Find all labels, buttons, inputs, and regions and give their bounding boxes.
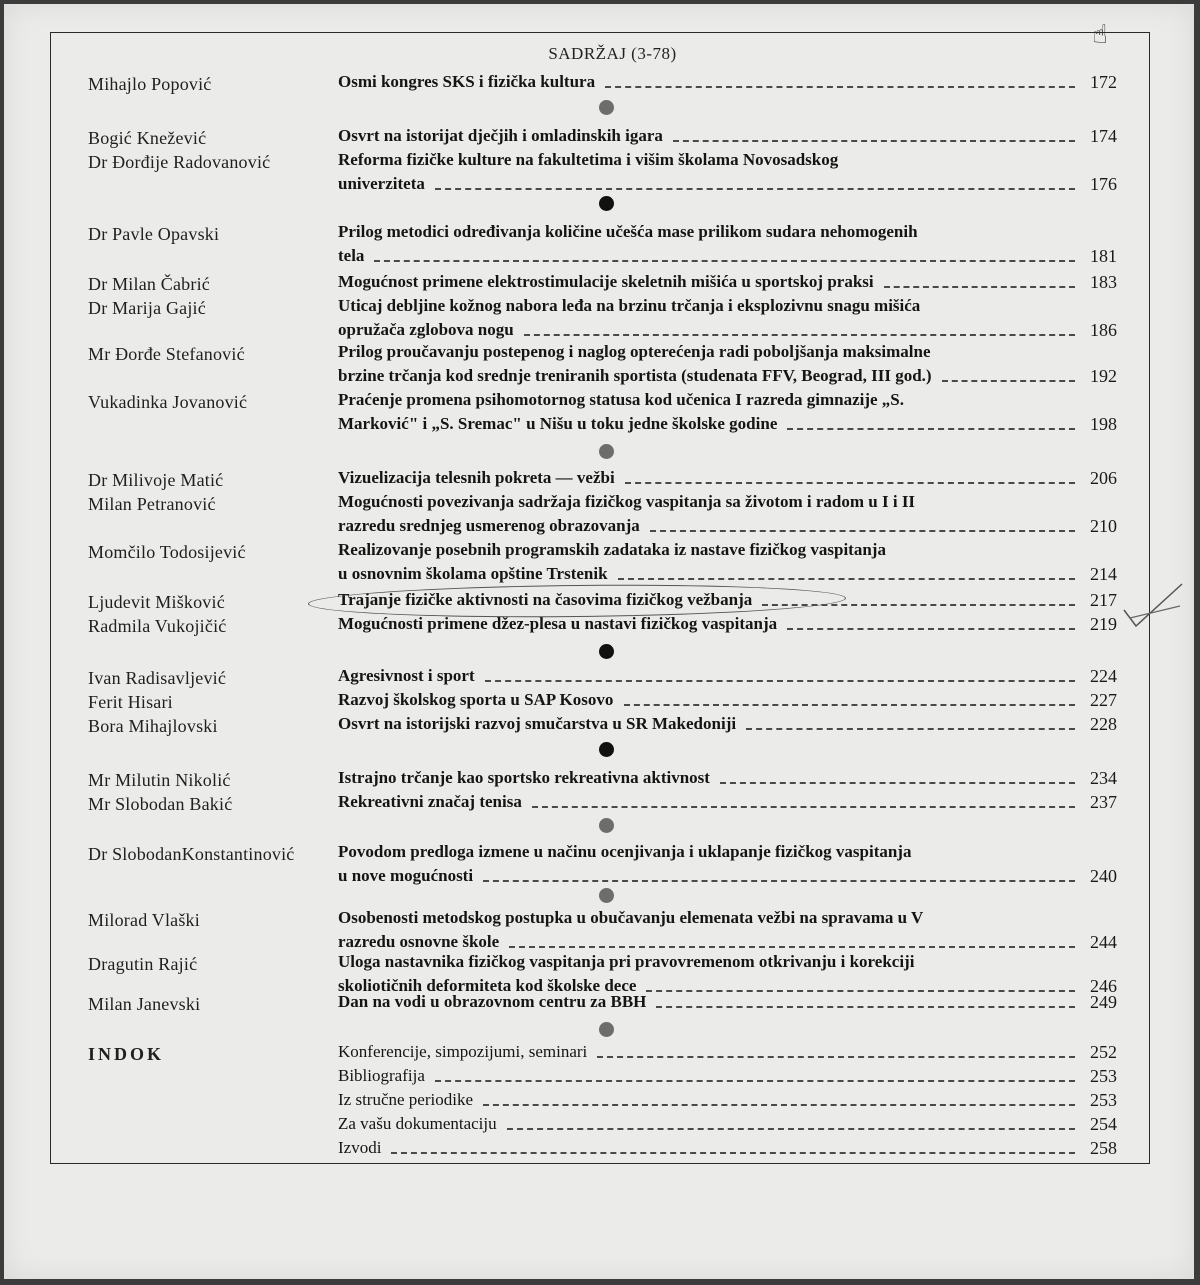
- entry-author: Vukadinka Jovanović: [88, 392, 248, 412]
- entry-page-number: 234: [1090, 768, 1117, 788]
- leader-dashes: [720, 782, 1075, 785]
- entry-author: Ljudevit Mišković: [88, 592, 225, 612]
- entry-title[interactable]: Marković" i „S. Sremac" u Nišu u toku jedne školske godine: [338, 414, 778, 433]
- section-separator-dot: [599, 644, 614, 659]
- entry-title[interactable]: Dan na vodi u obrazovnom centru za BBH: [338, 992, 647, 1011]
- indok-item-page: 253: [1090, 1066, 1117, 1086]
- entry-title[interactable]: u osnovnim školama opštine Trstenik: [338, 564, 608, 583]
- entry-title[interactable]: Rekreativni značaj tenisa: [338, 792, 522, 811]
- section-separator-dot: [599, 1022, 614, 1037]
- entry-page-number: 181: [1090, 246, 1117, 266]
- leader-dashes: [597, 1056, 1075, 1059]
- entry-title[interactable]: Uticaj debljine kožnog nabora leđa na brzinu trčanja i eksplozivnu snagu mišića: [338, 296, 921, 315]
- entry-author: Dr SlobodanKonstantinović: [88, 844, 295, 864]
- leader-dashes: [656, 1006, 1075, 1009]
- entry-author: Mihajlo Popović: [88, 74, 212, 94]
- entry-page-number: 186: [1090, 320, 1117, 340]
- entry-page-number: 210: [1090, 516, 1117, 536]
- leader-dashes: [483, 1104, 1075, 1107]
- leader-dashes: [374, 260, 1075, 263]
- entry-author: Mr Milutin Nikolić: [88, 770, 231, 790]
- entry-title[interactable]: razredu srednjeg usmerenog obrazovanja: [338, 516, 640, 535]
- entry-page-number: 228: [1090, 714, 1117, 734]
- entry-title[interactable]: Povodom predloga izmene u načinu ocenjivanja i uklapanje fizičkog vaspitanja: [338, 842, 912, 861]
- indok-label: INDOK: [88, 1044, 165, 1064]
- leader-dashes: [483, 880, 1075, 883]
- section-separator-dot: [599, 196, 614, 211]
- entry-title[interactable]: Osvrt na istorijski razvoj smučarstva u SR Makedoniji: [338, 714, 737, 733]
- entry-page-number: 183: [1090, 272, 1117, 292]
- entry-author: Radmila Vukojičić: [88, 616, 227, 636]
- leader-dashes: [787, 628, 1075, 631]
- entry-author: Bora Mihajlovski: [88, 716, 218, 736]
- entry-title[interactable]: Prilog proučavanju postepenog i naglog opterećenja radi poboljšanja maksimalne: [338, 342, 931, 361]
- entry-title[interactable]: u nove mogućnosti: [338, 866, 474, 885]
- indok-item-title[interactable]: Bibliografija: [338, 1066, 425, 1085]
- entry-author: Dr Milivoje Matić: [88, 470, 224, 490]
- entry-title[interactable]: Vizuelizacija telesnih pokreta — vežbi: [338, 468, 615, 487]
- entry-page-number: 237: [1090, 792, 1117, 812]
- entry-page-number: 224: [1090, 666, 1117, 686]
- entry-title[interactable]: brzine trčanja kod srednje treniranih sportista (studenata FFV, Beograd, III god.): [338, 366, 932, 385]
- entry-author: Mr Đorđe Stefanović: [88, 344, 245, 364]
- indok-item-page: 253: [1090, 1090, 1117, 1110]
- entry-page-number: 217: [1090, 590, 1117, 610]
- leader-dashes: [625, 482, 1075, 485]
- entry-title[interactable]: tela: [338, 246, 365, 265]
- entry-page-number: 249: [1090, 992, 1117, 1012]
- entry-title[interactable]: Agresivnost i sport: [338, 666, 475, 685]
- entry-title[interactable]: Osvrt na istorijat dječjih i omladinskih igara: [338, 126, 663, 145]
- entry-title[interactable]: Realizovanje posebnih programskih zadataka iz nastave fizičkog vaspitanja: [338, 540, 886, 559]
- entry-title[interactable]: skoliotičnih deformiteta kod školske dece: [338, 976, 637, 995]
- leader-dashes: [746, 728, 1075, 731]
- entry-page-number: 174: [1090, 126, 1117, 146]
- entry-title[interactable]: opružača zglobova nogu: [338, 320, 514, 339]
- entry-page-number: 206: [1090, 468, 1117, 488]
- entry-author: Dragutin Rajić: [88, 954, 198, 974]
- entry-page-number: 172: [1090, 72, 1117, 92]
- indok-item-page: 254: [1090, 1114, 1117, 1134]
- entry-page-number: 246: [1090, 976, 1117, 996]
- leader-dashes: [673, 140, 1075, 143]
- indok-item-title[interactable]: Za vašu dokumentaciju: [338, 1114, 497, 1133]
- entry-page-number: 214: [1090, 564, 1117, 584]
- entry-author: Bogić Knežević: [88, 128, 207, 148]
- entry-title[interactable]: Uloga nastavnika fizičkog vaspitanja pri pravovremenom otkrivanju i korekciji: [338, 952, 915, 971]
- leader-dashes: [942, 380, 1075, 383]
- section-separator-dot: [599, 888, 614, 903]
- section-separator-dot: [599, 444, 614, 459]
- entry-title[interactable]: razredu osnovne škole: [338, 932, 500, 951]
- entry-page-number: 240: [1090, 866, 1117, 886]
- indok-item-title[interactable]: Iz stručne periodike: [338, 1090, 473, 1109]
- check-mark-icon: [1120, 580, 1190, 640]
- entry-page-number: 192: [1090, 366, 1117, 386]
- entry-title[interactable]: Razvoj školskog sporta u SAP Kosovo: [338, 690, 614, 709]
- entry-author: Milan Janevski: [88, 994, 201, 1014]
- section-separator-dot: [599, 742, 614, 757]
- entry-author: Dr Đorđije Radovanović: [88, 152, 271, 172]
- indok-item-page: 258: [1090, 1138, 1117, 1158]
- leader-dashes: [507, 1128, 1075, 1131]
- leader-dashes: [532, 806, 1075, 809]
- section-separator-dot: [599, 818, 614, 833]
- entry-author: Milorad Vlaški: [88, 910, 200, 930]
- leader-dashes: [624, 704, 1075, 707]
- entry-author: Ferit Hisari: [88, 692, 173, 712]
- leader-dashes: [618, 578, 1075, 581]
- contents-heading: SADRŽAJ (3-78): [548, 44, 677, 63]
- entry-title[interactable]: Praćenje promena psihomotornog statusa kod učenica I razreda gimnazije „S.: [338, 390, 905, 409]
- hand-pointer-icon[interactable]: ☝: [1092, 20, 1108, 50]
- leader-dashes: [605, 86, 1075, 89]
- entry-title[interactable]: Trajanje fizičke aktivnosti na časovima fizičkog vežbanja: [338, 590, 753, 609]
- leader-dashes: [524, 334, 1075, 337]
- entry-author: Milan Petranović: [88, 494, 216, 514]
- entry-title[interactable]: Istrajno trčanje kao sportsko rekreativna aktivnost: [338, 768, 710, 787]
- indok-item-title[interactable]: Izvodi: [338, 1138, 382, 1157]
- entry-author: Ivan Radisavljević: [88, 668, 227, 688]
- leader-dashes: [435, 1080, 1075, 1083]
- entry-title[interactable]: Mogućnosti primene džez-plesa u nastavi fizičkog vaspitanja: [338, 614, 778, 633]
- leader-dashes: [485, 680, 1075, 683]
- entry-title[interactable]: Reforma fizičke kulture na fakultetima i višim školama Novosadskog: [338, 150, 839, 169]
- entry-page-number: 176: [1090, 174, 1117, 194]
- entry-author: Dr Milan Čabrić: [88, 274, 210, 294]
- leader-dashes: [884, 286, 1075, 289]
- entry-page-number: 198: [1090, 414, 1117, 434]
- entry-title[interactable]: univerziteta: [338, 174, 425, 193]
- entry-author: Momčilo Todosijević: [88, 542, 246, 562]
- leader-dashes: [509, 946, 1075, 949]
- entry-author: Mr Slobodan Bakić: [88, 794, 233, 814]
- entry-title[interactable]: Mogućnost primene elektrostimulacije skeletnih mišića u sportskoj praksi: [338, 272, 874, 291]
- leader-dashes: [435, 188, 1075, 191]
- entry-author: Dr Pavle Opavski: [88, 224, 220, 244]
- indok-item-page: 252: [1090, 1042, 1117, 1062]
- entry-title[interactable]: Osobenosti metodskog postupka u obučavanju elemenata vežbi na spravama u V: [338, 908, 924, 927]
- section-separator-dot: [599, 100, 614, 115]
- entry-page-number: 219: [1090, 614, 1117, 634]
- leader-dashes: [787, 428, 1075, 431]
- entry-author: Dr Marija Gajić: [88, 298, 206, 318]
- entry-page-number: 244: [1090, 932, 1117, 952]
- entry-page-number: 227: [1090, 690, 1117, 710]
- indok-item-title[interactable]: Konferencije, simpozijumi, seminari: [338, 1042, 588, 1061]
- entry-title[interactable]: Osmi kongres SKS i fizička kultura: [338, 72, 596, 91]
- leader-dashes: [391, 1152, 1075, 1155]
- entry-title[interactable]: Mogućnosti povezivanja sadržaja fizičkog vaspitanja sa životom i radom u I i II: [338, 492, 916, 511]
- entry-title[interactable]: Prilog metodici određivanja količine učešća mase prilikom sudara nehomogenih: [338, 222, 918, 241]
- leader-dashes: [650, 530, 1075, 533]
